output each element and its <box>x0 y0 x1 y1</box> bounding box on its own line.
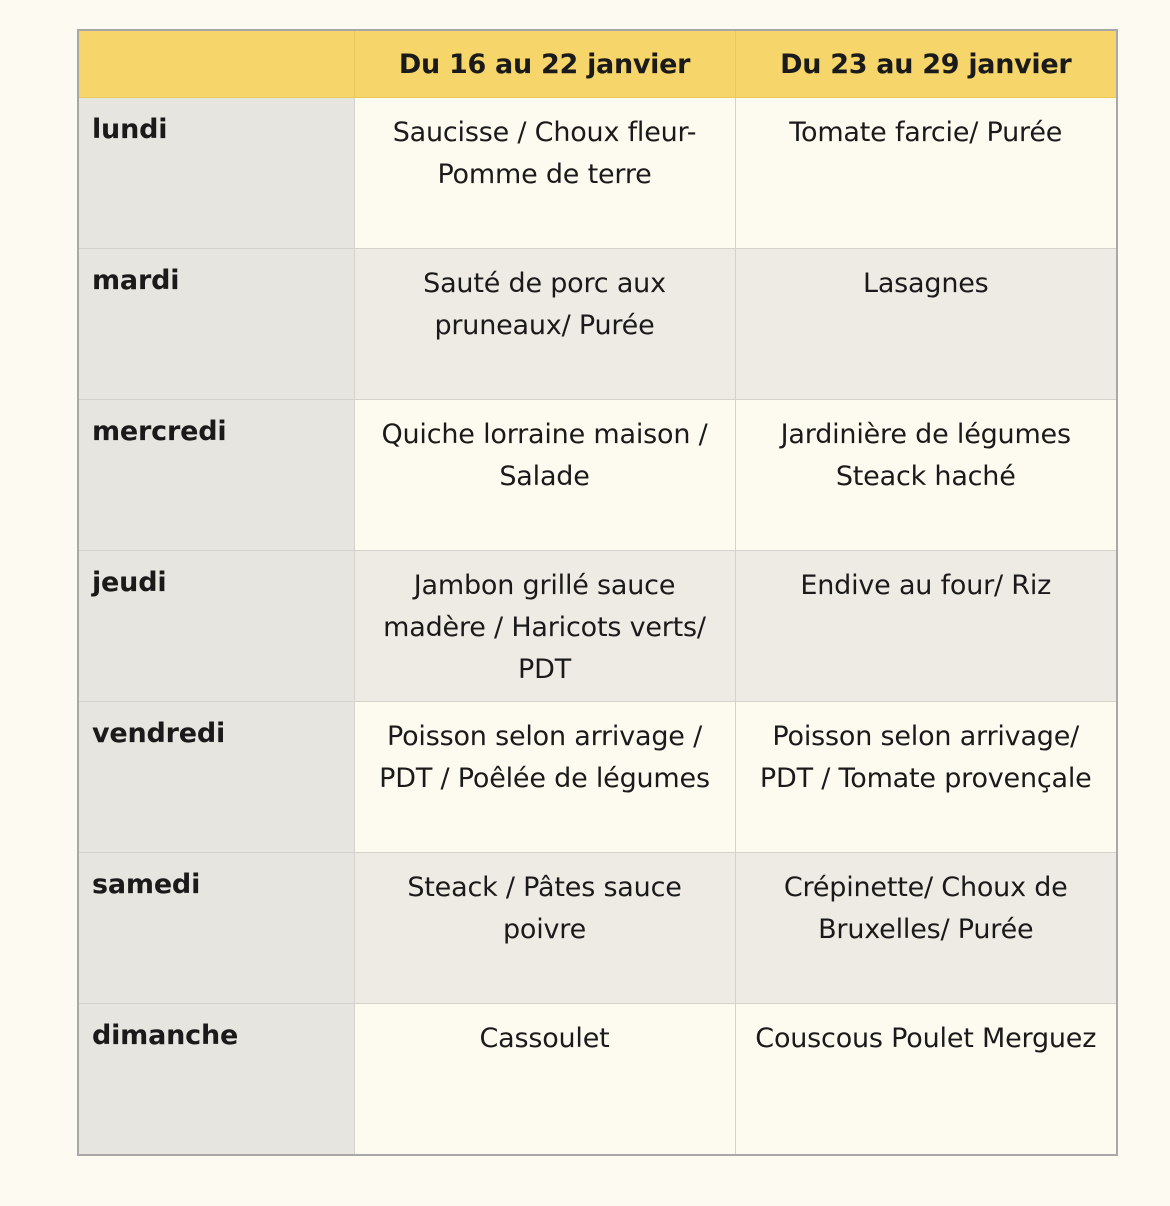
weekly-menu-table <box>77 29 1118 1156</box>
table-row <box>78 400 1117 551</box>
meal-week-1: Jambon grillé sauce madère / Haricots verts/ PDT <box>354 551 735 702</box>
meal-week-2: Couscous Poulet Merguez <box>735 1004 1117 1155</box>
table-row <box>78 98 1117 249</box>
meal-week-1: Saucisse / Choux fleur- Pomme de terre <box>354 98 735 249</box>
day-label: mercredi <box>78 400 354 551</box>
table-row <box>78 551 1117 702</box>
table-row <box>78 1004 1117 1155</box>
day-label: dimanche <box>78 1004 354 1155</box>
day-label: samedi <box>78 853 354 1004</box>
meal-week-1: Quiche lorraine maison / Salade <box>354 400 735 551</box>
meal-week-2: Poisson selon arrivage/ PDT / Tomate provençale <box>735 702 1117 853</box>
meal-week-2: Lasagnes <box>735 249 1117 400</box>
meal-week-1: Poisson selon arrivage / PDT / Poêlée de légumes <box>354 702 735 853</box>
header-row <box>78 30 1117 98</box>
meal-week-2: Tomate farcie/ Purée <box>735 98 1117 249</box>
day-label: vendredi <box>78 702 354 853</box>
meal-week-1: Cassoulet <box>354 1004 735 1155</box>
header-week-2: Du 23 au 29 janvier <box>735 30 1117 98</box>
meal-week-1: Sauté de porc aux pruneaux/ Purée <box>354 249 735 400</box>
table-row <box>78 249 1117 400</box>
table-row <box>78 853 1117 1004</box>
meal-week-2: Crépinette/ Choux de Bruxelles/ Purée <box>735 853 1117 1004</box>
header-corner-cell <box>78 30 354 98</box>
day-label: lundi <box>78 98 354 249</box>
table-row <box>78 702 1117 853</box>
day-label: mardi <box>78 249 354 400</box>
meal-week-1: Steack / Pâtes sauce poivre <box>354 853 735 1004</box>
meal-week-2: Endive au four/ Riz <box>735 551 1117 702</box>
header-week-1: Du 16 au 22 janvier <box>354 30 735 98</box>
day-label: jeudi <box>78 551 354 702</box>
meal-week-2: Jardinière de légumes Steack haché <box>735 400 1117 551</box>
